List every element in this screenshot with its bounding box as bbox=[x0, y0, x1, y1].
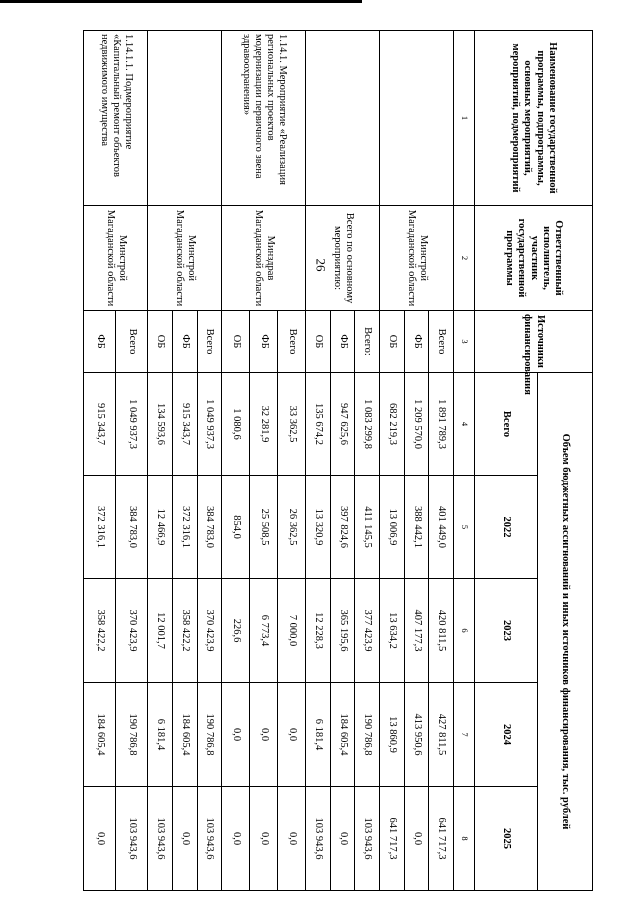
table-row bbox=[429, 31, 454, 891]
header-total: Всего bbox=[475, 373, 538, 476]
header-executor: Ответственный исполнитель, участник государственной программы bbox=[475, 206, 593, 311]
value-cell: 184 605,4 bbox=[84, 683, 116, 787]
executor-cell: Минстрой Магаданской области bbox=[84, 206, 148, 311]
column-number: 8 bbox=[454, 787, 475, 891]
value-cell: 365 195,6 bbox=[330, 579, 355, 683]
value-cell: 0,0 bbox=[278, 787, 306, 891]
value-cell: 12 466,9 bbox=[148, 476, 173, 579]
value-cell: 384 783,0 bbox=[116, 476, 148, 579]
value-cell: 358 422,2 bbox=[84, 579, 116, 683]
value-cell: 0,0 bbox=[172, 787, 197, 891]
value-cell: 190 786,8 bbox=[116, 683, 148, 787]
source-cell: Всего bbox=[197, 311, 222, 373]
value-cell: 6 181,4 bbox=[148, 683, 173, 787]
table-row bbox=[197, 31, 222, 891]
value-cell: 6 773,4 bbox=[250, 579, 278, 683]
value-cell: 397 824,6 bbox=[330, 476, 355, 579]
value-cell: 1 049 937,3 bbox=[197, 373, 222, 476]
column-number: 6 bbox=[454, 579, 475, 683]
source-cell: ОБ bbox=[380, 311, 405, 373]
value-cell: 103 943,6 bbox=[306, 787, 331, 891]
source-cell: ФБ bbox=[250, 311, 278, 373]
table-row bbox=[278, 31, 306, 891]
header-volume-group: Объем бюджетных ассигнований и иных источников финансирования, тыс. рублей bbox=[538, 373, 593, 891]
value-cell: 7 000,0 bbox=[278, 579, 306, 683]
source-cell: ФБ bbox=[172, 311, 197, 373]
value-cell: 682 219,3 bbox=[380, 373, 405, 476]
value-cell: 1 891 789,3 bbox=[429, 373, 454, 476]
value-cell: 13 006,9 bbox=[380, 476, 405, 579]
value-cell: 12 228,3 bbox=[306, 579, 331, 683]
value-cell: 226,6 bbox=[222, 579, 250, 683]
column-number: 3 bbox=[454, 311, 475, 373]
source-cell: Всего bbox=[116, 311, 148, 373]
column-number-row bbox=[454, 31, 475, 891]
value-cell: 0,0 bbox=[222, 683, 250, 787]
value-cell: 427 811,5 bbox=[429, 683, 454, 787]
value-cell: 641 717,3 bbox=[429, 787, 454, 891]
executor-cell: Минстрой Магаданской области bbox=[148, 206, 222, 311]
value-cell: 103 943,6 bbox=[197, 787, 222, 891]
column-number: 4 bbox=[454, 373, 475, 476]
source-cell: Всего bbox=[429, 311, 454, 373]
value-cell: 1 049 937,3 bbox=[116, 373, 148, 476]
value-cell: 0,0 bbox=[330, 787, 355, 891]
value-cell: 134 593,6 bbox=[148, 373, 173, 476]
page-number-text: 26 bbox=[313, 258, 328, 272]
source-cell: Всего bbox=[278, 311, 306, 373]
source-cell: ОБ bbox=[222, 311, 250, 373]
value-cell: 33 362,5 bbox=[278, 373, 306, 476]
value-cell: 420 811,5 bbox=[429, 579, 454, 683]
rotated-table-container bbox=[83, 30, 593, 890]
value-cell: 184 605,4 bbox=[330, 683, 355, 787]
header-source: Источники финансирования bbox=[475, 311, 593, 373]
source-cell: ФБ bbox=[330, 311, 355, 373]
financing-table bbox=[83, 30, 593, 891]
value-cell: 1 080,6 bbox=[222, 373, 250, 476]
value-cell: 6 181,4 bbox=[306, 683, 331, 787]
executor-cell: Всего по основному мероприятию: bbox=[306, 206, 380, 311]
header-year: 2023 bbox=[475, 579, 538, 683]
value-cell: 13 320,9 bbox=[306, 476, 331, 579]
source-cell: ФБ bbox=[404, 311, 429, 373]
executor-cell: Минстрой Магаданской области bbox=[380, 206, 454, 311]
value-cell: 1 209 570,0 bbox=[404, 373, 429, 476]
source-cell: ОБ bbox=[306, 311, 331, 373]
header-year: 2022 bbox=[475, 476, 538, 579]
value-cell: 184 605,4 bbox=[172, 683, 197, 787]
value-cell: 0,0 bbox=[222, 787, 250, 891]
value-cell: 25 508,5 bbox=[250, 476, 278, 579]
source-cell: ФБ bbox=[84, 311, 116, 373]
header-year: 2025 bbox=[475, 787, 538, 891]
value-cell: 13 860,9 bbox=[380, 683, 405, 787]
value-cell: 370 423,9 bbox=[197, 579, 222, 683]
value-cell: 358 422,2 bbox=[172, 579, 197, 683]
executor-cell: Минздрав Магаданской области bbox=[222, 206, 306, 311]
value-cell: 0,0 bbox=[250, 787, 278, 891]
column-number: 5 bbox=[454, 476, 475, 579]
value-cell: 407 177,3 bbox=[404, 579, 429, 683]
value-cell: 13 634,2 bbox=[380, 579, 405, 683]
value-cell: 947 625,6 bbox=[330, 373, 355, 476]
top-rule bbox=[0, 0, 362, 3]
value-cell: 413 950,6 bbox=[404, 683, 429, 787]
value-cell: 411 145,5 bbox=[355, 476, 380, 579]
value-cell: 370 423,9 bbox=[116, 579, 148, 683]
value-cell: 0,0 bbox=[84, 787, 116, 891]
program-name-cell: 1.14.1. Мероприятие «Реализация региональных проектов модернизации первичного звена здравоохранения» bbox=[222, 31, 306, 206]
value-cell: 401 449,0 bbox=[429, 476, 454, 579]
value-cell: 0,0 bbox=[250, 683, 278, 787]
table-row bbox=[355, 31, 380, 891]
header-year: 2024 bbox=[475, 683, 538, 787]
column-number: 7 bbox=[454, 683, 475, 787]
value-cell: 12 001,7 bbox=[148, 579, 173, 683]
table-body bbox=[84, 31, 454, 891]
value-cell: 190 786,8 bbox=[355, 683, 380, 787]
program-name-cell bbox=[148, 31, 222, 206]
value-cell: 915 343,7 bbox=[172, 373, 197, 476]
header-program-name: Наименование государственной программы, подпрограммы, основных мероприятий, мероприятий, подмероприятий bbox=[475, 31, 593, 206]
table-row bbox=[116, 31, 148, 891]
program-name-cell: 1.14.1.1. Подмероприятие «Капитальный ремонт объектов недвижимого имущества bbox=[84, 31, 148, 206]
value-cell: 384 783,0 bbox=[197, 476, 222, 579]
source-cell: Всего: bbox=[355, 311, 380, 373]
value-cell: 32 281,9 bbox=[250, 373, 278, 476]
value-cell: 135 674,2 bbox=[306, 373, 331, 476]
program-name-cell bbox=[380, 31, 454, 206]
column-number: 1 bbox=[454, 31, 475, 206]
value-cell: 190 786,8 bbox=[197, 683, 222, 787]
value-cell: 1 083 299,8 bbox=[355, 373, 380, 476]
value-cell: 854,0 bbox=[222, 476, 250, 579]
value-cell: 915 343,7 bbox=[84, 373, 116, 476]
program-name-cell bbox=[306, 31, 380, 206]
value-cell: 0,0 bbox=[278, 683, 306, 787]
value-cell: 0,0 bbox=[404, 787, 429, 891]
value-cell: 377 423,9 bbox=[355, 579, 380, 683]
value-cell: 372 316,1 bbox=[172, 476, 197, 579]
header-row-1 bbox=[538, 31, 593, 891]
value-cell: 372 316,1 bbox=[84, 476, 116, 579]
column-number: 2 bbox=[454, 206, 475, 311]
value-cell: 103 943,6 bbox=[116, 787, 148, 891]
source-cell: ОБ bbox=[148, 311, 173, 373]
value-cell: 388 442,1 bbox=[404, 476, 429, 579]
value-cell: 26 362,5 bbox=[278, 476, 306, 579]
value-cell: 641 717,3 bbox=[380, 787, 405, 891]
value-cell: 103 943,6 bbox=[148, 787, 173, 891]
value-cell: 103 943,6 bbox=[355, 787, 380, 891]
